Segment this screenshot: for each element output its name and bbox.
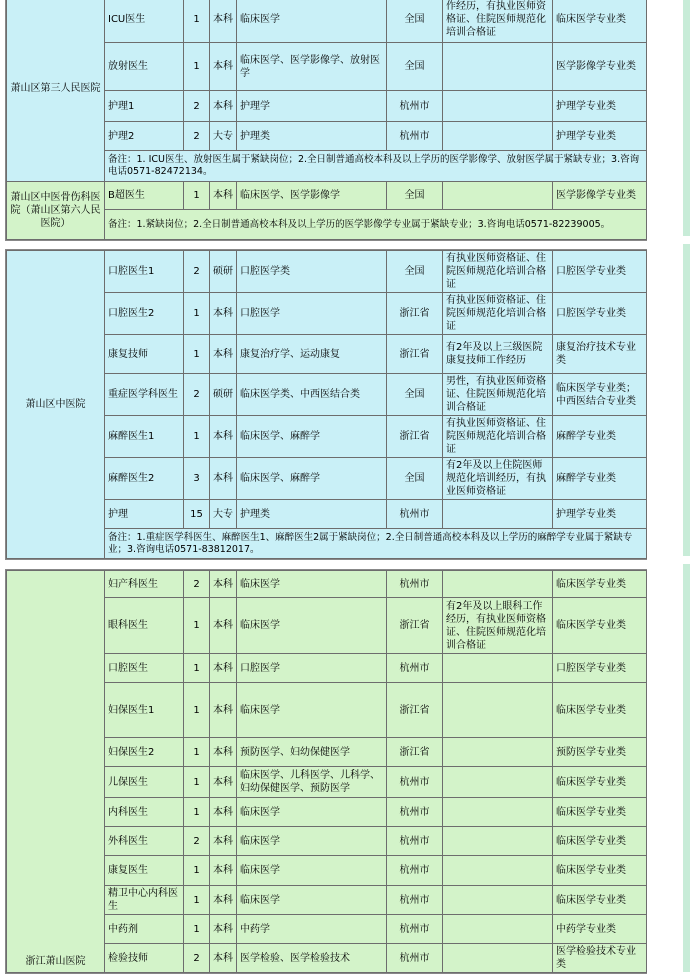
edu-cell: 本科 — [210, 0, 237, 43]
exam-cell: 麻醉学专业类 — [553, 458, 647, 500]
major-cell: 临床医学 — [237, 683, 387, 738]
region-cell: 杭州市 — [387, 500, 443, 529]
num-cell: 2 — [184, 91, 210, 122]
req-cell — [443, 91, 553, 122]
req-cell — [443, 886, 553, 915]
edu-cell: 本科 — [210, 43, 237, 91]
note-text: 备注：1.紧缺岗位；2.全日制普通高校本科及以上学历的医学影像学专业属于紧缺专业；3.咨询电话0571-82239005。 — [105, 210, 647, 240]
num-cell: 1 — [184, 886, 210, 915]
region-cell: 杭州市 — [387, 654, 443, 683]
num-cell: 2 — [184, 251, 210, 293]
exam-cell: 医学检验技术专业类 — [553, 944, 647, 973]
region-cell: 杭州市 — [387, 886, 443, 915]
job-cell: 眼科医生 — [105, 598, 184, 654]
exam-cell: 临床医学专业类 — [553, 571, 647, 598]
region-cell: 浙江省 — [387, 738, 443, 767]
req-cell — [443, 944, 553, 973]
major-cell: 临床医学 — [237, 0, 387, 43]
job-cell: 口腔医生 — [105, 654, 184, 683]
hospital-name: 浙江萧山医院 — [7, 571, 105, 973]
exam-cell: 护理学专业类 — [553, 122, 647, 151]
edu-cell: 本科 — [210, 827, 237, 856]
job-cell: 麻醉医生2 — [105, 458, 184, 500]
major-cell: 临床医学 — [237, 856, 387, 886]
major-cell: 临床医学 — [237, 886, 387, 915]
job-cell: 妇产科医生 — [105, 571, 184, 598]
req-cell — [443, 571, 553, 598]
job-cell: 内科医生 — [105, 798, 184, 827]
exam-cell: 麻醉学专业类 — [553, 416, 647, 458]
exam-cell: 中药学专业类 — [553, 915, 647, 944]
exam-cell: 医学影像学专业类 — [553, 43, 647, 91]
exam-cell: 临床医学专业类 — [553, 683, 647, 738]
region-cell: 杭州市 — [387, 915, 443, 944]
job-cell: ICU医生 — [105, 0, 184, 43]
region-cell: 杭州市 — [387, 767, 443, 798]
region-cell: 杭州市 — [387, 571, 443, 598]
exam-cell: 口腔医学专业类 — [553, 251, 647, 293]
req-cell: 男性，有执业医师资格证、住院医师规范化培训合格证 — [443, 374, 553, 416]
req-cell — [443, 738, 553, 767]
job-cell: 妇保医生1 — [105, 683, 184, 738]
req-cell: 有执业医师资格证、住院医师规范化培训合格证 — [443, 293, 553, 335]
major-cell: 口腔医学 — [237, 654, 387, 683]
edu-cell: 本科 — [210, 458, 237, 500]
exam-cell: 临床医学专业类；中西医结合专业类 — [553, 374, 647, 416]
req-cell: 作经历，有执业医师资格证、住院医师规范化培训合格证 — [443, 0, 553, 43]
edu-cell: 本科 — [210, 683, 237, 738]
major-cell: 临床医学 — [237, 598, 387, 654]
edu-cell: 本科 — [210, 91, 237, 122]
num-cell: 2 — [184, 827, 210, 856]
side-rule — [683, 564, 690, 972]
num-cell: 1 — [184, 738, 210, 767]
num-cell: 3 — [184, 458, 210, 500]
req-cell — [443, 182, 553, 210]
hospital-name: 萧山区中医院 — [7, 251, 105, 559]
major-cell: 口腔医学类 — [237, 251, 387, 293]
edu-cell: 大专 — [210, 500, 237, 529]
major-cell: 康复治疗学、运动康复 — [237, 335, 387, 374]
major-cell: 临床医学 — [237, 571, 387, 598]
job-cell: 妇保医生2 — [105, 738, 184, 767]
job-cell: B超医生 — [105, 182, 184, 210]
region-cell: 全国 — [387, 374, 443, 416]
num-cell: 1 — [184, 335, 210, 374]
exam-cell: 临床医学专业类 — [553, 827, 647, 856]
num-cell: 1 — [184, 654, 210, 683]
num-cell: 2 — [184, 944, 210, 973]
job-cell: 外科医生 — [105, 827, 184, 856]
note-text: 备注：1. ICU医生、放射医生属于紧缺岗位；2.全日制普通高校本科及以上学历的医学影像学、放射医学属于紧缺专业；3.咨询电话0571-82472134。 — [105, 151, 647, 182]
hospital-name: 萧山区第三人民医院 — [7, 0, 105, 182]
edu-cell: 本科 — [210, 915, 237, 944]
req-cell — [443, 654, 553, 683]
job-cell: 口腔医生2 — [105, 293, 184, 335]
region-cell: 全国 — [387, 182, 443, 210]
edu-cell: 本科 — [210, 293, 237, 335]
edu-cell: 本科 — [210, 416, 237, 458]
region-cell: 浙江省 — [387, 335, 443, 374]
table-block-3 — [5, 569, 647, 974]
edu-cell: 本科 — [210, 886, 237, 915]
exam-cell: 口腔医学专业类 — [553, 654, 647, 683]
job-cell: 护理 — [105, 500, 184, 529]
req-cell: 有执业医师资格证、住院医师规范化培训合格证 — [443, 416, 553, 458]
major-cell: 临床医学、儿科医学、儿科学、妇幼保健医学、预防医学 — [237, 767, 387, 798]
req-cell — [443, 856, 553, 886]
major-cell: 医学检验、医学检验技术 — [237, 944, 387, 973]
req-cell — [443, 767, 553, 798]
major-cell: 中药学 — [237, 915, 387, 944]
edu-cell: 本科 — [210, 335, 237, 374]
num-cell: 1 — [184, 43, 210, 91]
edu-cell: 大专 — [210, 122, 237, 151]
job-cell: 精卫中心内科医生 — [105, 886, 184, 915]
job-cell: 中药剂 — [105, 915, 184, 944]
exam-cell: 临床医学专业类 — [553, 886, 647, 915]
job-cell: 麻醉医生1 — [105, 416, 184, 458]
table-row — [7, 0, 647, 43]
side-rule — [683, 0, 690, 236]
major-cell: 护理类 — [237, 122, 387, 151]
edu-cell: 本科 — [210, 182, 237, 210]
region-cell: 浙江省 — [387, 293, 443, 335]
note-text: 备注：1.重症医学科医生、麻醉医生1、麻醉医生2属于紧缺岗位；2.全日制普通高校本科及以上学历的麻醉学专业属于紧缺专业；3.咨询电话0571-83812017。 — [105, 529, 647, 559]
job-cell: 康复技师 — [105, 335, 184, 374]
region-cell: 杭州市 — [387, 856, 443, 886]
edu-cell: 硕研 — [210, 251, 237, 293]
num-cell: 2 — [184, 571, 210, 598]
req-cell: 有2年及以上住院医师规范化培训经历，有执业医师资格证 — [443, 458, 553, 500]
req-cell — [443, 827, 553, 856]
exam-cell: 临床医学专业类 — [553, 856, 647, 886]
req-cell — [443, 43, 553, 91]
table-block-1 — [5, 0, 647, 241]
edu-cell: 本科 — [210, 738, 237, 767]
side-rule — [683, 244, 690, 556]
region-cell: 浙江省 — [387, 683, 443, 738]
major-cell: 临床医学、麻醉学 — [237, 458, 387, 500]
region-cell: 杭州市 — [387, 827, 443, 856]
region-cell: 全国 — [387, 251, 443, 293]
table-block-2 — [5, 249, 647, 560]
exam-cell: 护理学专业类 — [553, 500, 647, 529]
edu-cell: 硕研 — [210, 374, 237, 416]
exam-cell: 临床医学专业类 — [553, 598, 647, 654]
req-cell — [443, 500, 553, 529]
major-cell: 护理学 — [237, 91, 387, 122]
exam-cell: 护理学专业类 — [553, 91, 647, 122]
region-cell: 浙江省 — [387, 416, 443, 458]
num-cell: 1 — [184, 767, 210, 798]
edu-cell: 本科 — [210, 856, 237, 886]
edu-cell: 本科 — [210, 944, 237, 973]
edu-cell: 本科 — [210, 654, 237, 683]
num-cell: 1 — [184, 915, 210, 944]
job-cell: 护理2 — [105, 122, 184, 151]
job-cell: 儿保医生 — [105, 767, 184, 798]
job-cell: 放射医生 — [105, 43, 184, 91]
job-cell: 检验技师 — [105, 944, 184, 973]
exam-cell: 临床医学专业类 — [553, 767, 647, 798]
edu-cell: 本科 — [210, 767, 237, 798]
region-cell: 杭州市 — [387, 944, 443, 973]
major-cell: 护理类 — [237, 500, 387, 529]
num-cell: 1 — [184, 0, 210, 43]
region-cell: 杭州市 — [387, 798, 443, 827]
num-cell: 1 — [184, 293, 210, 335]
num-cell: 1 — [184, 598, 210, 654]
req-cell — [443, 798, 553, 827]
table-row — [7, 571, 647, 598]
major-cell: 临床医学类、中西医结合类 — [237, 374, 387, 416]
region-cell: 全国 — [387, 458, 443, 500]
exam-cell: 临床医学专业类 — [553, 0, 647, 43]
region-cell: 杭州市 — [387, 122, 443, 151]
req-cell: 有2年及以上三级医院康复技师工作经历 — [443, 335, 553, 374]
req-cell — [443, 915, 553, 944]
hospital-name: 萧山区中医骨伤科医院（萧山区第六人民医院） — [7, 182, 105, 240]
region-cell: 浙江省 — [387, 598, 443, 654]
major-cell: 临床医学、麻醉学 — [237, 416, 387, 458]
exam-cell: 预防医学专业类 — [553, 738, 647, 767]
major-cell: 预防医学、妇幼保健医学 — [237, 738, 387, 767]
num-cell: 2 — [184, 374, 210, 416]
region-cell: 杭州市 — [387, 91, 443, 122]
req-cell — [443, 122, 553, 151]
req-cell: 有2年及以上眼科工作经历，有执业医师资格证、住院医师规范化培训合格证 — [443, 598, 553, 654]
edu-cell: 本科 — [210, 571, 237, 598]
job-cell: 口腔医生1 — [105, 251, 184, 293]
exam-cell: 口腔医学专业类 — [553, 293, 647, 335]
edu-cell: 本科 — [210, 598, 237, 654]
num-cell: 2 — [184, 122, 210, 151]
num-cell: 1 — [184, 416, 210, 458]
exam-cell: 医学影像学专业类 — [553, 182, 647, 210]
table-row — [7, 182, 647, 210]
num-cell: 15 — [184, 500, 210, 529]
edu-cell: 本科 — [210, 798, 237, 827]
req-cell — [443, 683, 553, 738]
num-cell: 1 — [184, 798, 210, 827]
major-cell: 口腔医学 — [237, 293, 387, 335]
req-cell: 有执业医师资格证、住院医师规范化培训合格证 — [443, 251, 553, 293]
num-cell: 1 — [184, 856, 210, 886]
major-cell: 临床医学、医学影像学、放射医学 — [237, 43, 387, 91]
job-cell: 重症医学科医生 — [105, 374, 184, 416]
table-row — [7, 251, 647, 293]
job-cell: 康复医生 — [105, 856, 184, 886]
num-cell: 1 — [184, 182, 210, 210]
region-cell: 全国 — [387, 0, 443, 43]
job-cell: 护理1 — [105, 91, 184, 122]
major-cell: 临床医学、医学影像学 — [237, 182, 387, 210]
major-cell: 临床医学 — [237, 798, 387, 827]
region-cell: 全国 — [387, 43, 443, 91]
num-cell: 1 — [184, 683, 210, 738]
major-cell: 临床医学 — [237, 827, 387, 856]
exam-cell: 康复治疗技术专业类 — [553, 335, 647, 374]
exam-cell: 临床医学专业类 — [553, 798, 647, 827]
